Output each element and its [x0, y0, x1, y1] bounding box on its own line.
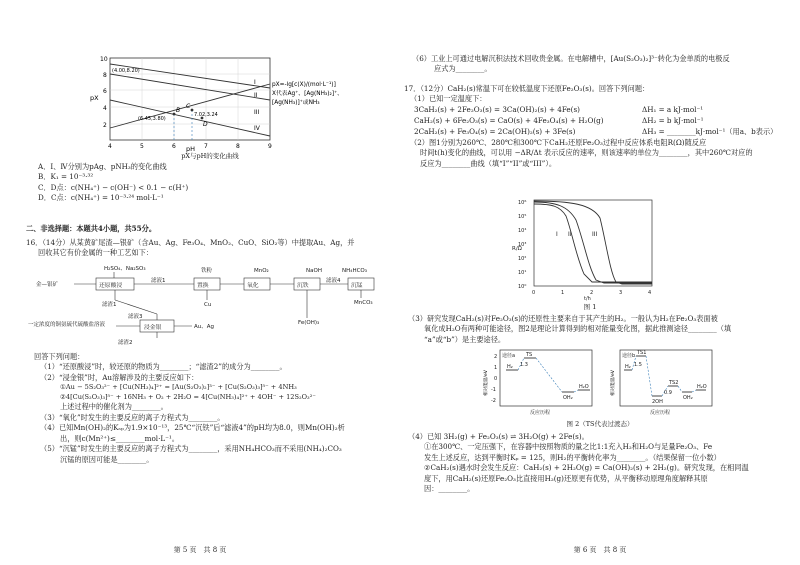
- fig2-y-tick: -1: [491, 387, 496, 393]
- fig2-a-ts: TS: [526, 352, 533, 358]
- label-d: D: [203, 121, 208, 128]
- q17-4-b-cont: 度下，用CaH₂(s)还原Fe₂O₃比直接用H₂(g)还原更有优势，从平衡移动原理角度解释其原: [424, 473, 708, 483]
- fig2-a-ylabel: 相对能量/eV: [484, 370, 489, 396]
- x-tick: 9: [268, 143, 272, 150]
- fig1-y-tick: 10⁵: [518, 214, 527, 220]
- flow-filtrate1: 滤液1: [151, 278, 166, 284]
- curve-label-1: I: [254, 79, 256, 86]
- fig1-label-3: III: [592, 231, 598, 238]
- q17-title: 17．（12分）CaH₂(s)常温下可在较低温度下还原Fe₂O₃(s)。回答下列问题：: [404, 84, 650, 93]
- y-tick: 6: [103, 88, 107, 95]
- flow-cu: Cu: [204, 302, 212, 308]
- q17-3-line: （3）研究发现CaH₂(s)对Fe₂O₃(s)的还原性主要来自于其产生的H₂。一般认为H₂在Fe₂O₃表面被: [408, 314, 718, 323]
- fig1-label-1: I: [556, 231, 558, 238]
- page-6: [400, 0, 800, 565]
- fig2-b-ts2: TS2: [669, 380, 679, 386]
- q17-4: [408, 432, 796, 495]
- q17-4-b-cont: 因：________。: [424, 484, 475, 494]
- eq2-row: [404, 116, 794, 127]
- y-tick: 10: [100, 56, 108, 63]
- eq3-row: [404, 127, 794, 138]
- eq1-dh: ΔH₁ = a kJ·mol⁻¹: [642, 104, 704, 114]
- fig2-b-title: 途径b: [622, 353, 636, 359]
- fig1-y-tick: 10²: [518, 256, 527, 262]
- option-c: C．D点：c(NH₄⁺) − c(OH⁻) < 0.1 − c(H⁺): [38, 182, 189, 192]
- fig2-b-ylabel: 相对能量/eV: [611, 370, 616, 396]
- fig2-a-h2: H₂: [507, 364, 513, 370]
- point-a-label: (4.00,8.20): [112, 68, 140, 74]
- page-footer: 第 6 页 共 8 页: [573, 545, 627, 554]
- eq3-dh: ΔH₃ = ________kJ·mol⁻¹（用a、b表示）: [642, 126, 778, 136]
- curve-2: [110, 74, 270, 100]
- flow-leach-reagent: 一定浓度的铜氨硫代硫酸盐溶液: [28, 322, 106, 328]
- fig1-y-tick: 10¹: [518, 270, 527, 276]
- point-b-label: (6.45,3.80): [138, 116, 166, 122]
- eq1: 3CaH₂(s) + 2Fe₂O₃(s) = 3Ca(OH)₂(s) + 4Fe(s): [414, 104, 580, 114]
- fig1-xlabel: t/h: [584, 296, 591, 302]
- fig2-b-val2: 0.9: [664, 390, 672, 396]
- q17-part1: [404, 84, 794, 169]
- q16-2-reaction-2: ②4[Cu(S₂O₃)₃]⁵⁻ + 16NH₃ + O₂ + 2H₂O = 4[Cu(NH₃)₄]²⁺ + 4OH⁻ + 12S₂O₃²⁻: [60, 392, 316, 401]
- curve-label-2: II: [254, 92, 258, 99]
- page-footer: 第 5 页 共 8 页: [173, 545, 227, 554]
- figure-2-energy-diagram: [478, 346, 718, 418]
- fig2-y-tick: 2: [494, 354, 498, 360]
- fig2-y-tick: 1: [494, 365, 498, 371]
- option-a: A．Ⅰ、Ⅳ分别为pAg、pNH₃的变化曲线: [38, 162, 167, 171]
- q16-2-reaction-1: ①Au − 5S₂O₃²⁻ + [Cu(NH₃)₄]²⁺ = [Au(S₂O₃)₂]³⁻ + [Cu(S₂O₃)₃]⁵⁻ + 4NH₃: [60, 383, 297, 392]
- choice-options: [38, 162, 378, 204]
- flow-au-ag: Au、Ag: [194, 324, 215, 330]
- flow-step-replace: 置换: [197, 283, 209, 289]
- fig2-b-h2o: H₂O: [697, 384, 707, 390]
- fig2-a-xlabel: 反应历程: [530, 410, 551, 416]
- figure-1-resistance-chart: [512, 196, 662, 300]
- fig1-curve-3: [534, 201, 652, 284]
- q17-1: （1）已知一定温度下：: [410, 94, 487, 104]
- fig1-label-2: II: [568, 231, 572, 238]
- flow-product: MnCO₃: [354, 300, 373, 306]
- q16-5: （5）“沉锰”时发生的主要反应的离子方程式为________，采用NH₄HCO₃而不采用(NH₄)₂CO₃: [40, 444, 342, 454]
- fig1-x-tick: 1: [561, 290, 565, 296]
- q17-4-a-cont: 发生上述反应，达到平衡时Kₚ = 125，则H₂的平衡转化率为________。（结果保留一位小数）: [424, 452, 721, 462]
- x-tick: 8: [236, 143, 240, 150]
- fig1-y-tick: 10⁰: [518, 284, 527, 290]
- q17-4-a: ①在300℃、一定压强下，在容器中按照物质的量之比1:1充入H₂和H₂O与足量Fe₂O₃、Fe: [424, 442, 713, 452]
- flow-step-leach-au: 浸金银: [144, 325, 162, 331]
- fig2-y-tick: -2: [491, 398, 496, 404]
- fig2-y-tick: 0: [494, 376, 498, 382]
- flow-step-precip-fe: 沉铁: [297, 283, 309, 289]
- eq2: CaH₂(s) + 6Fe₂O₃(s) = CaO(s) + 4Fe₃O₄(s) + H₂O(g): [414, 115, 604, 125]
- q16-subquestions: [34, 352, 394, 465]
- chart-ylabel: pX: [90, 94, 99, 102]
- fig1-x-tick: 3: [619, 290, 623, 296]
- fig2-b-oh2: OH₂: [683, 395, 693, 401]
- eq1-row: [404, 105, 794, 116]
- fig1-curve-1: [534, 204, 652, 282]
- flow-filtrate4: 滤液4: [326, 278, 341, 284]
- chart-xlabel: pH: [186, 145, 196, 153]
- q16-6-line: （6）工业上可通过电解沉积法技术回收贵金属。在电解槽中，[Au(S₂O₃)₂]³⁻转化为金单质的电极反: [412, 54, 730, 63]
- q16-3: （3）“氧化”时发生的主要反应的离子方程式为________。: [40, 412, 225, 422]
- q16-intro-line: 16．（14分）从某黄矿尾渣—银矿（含Au、Ag、Fe₃O₄、MnO₂、CuO、SiO₂等）中提取Au、Ag，并: [26, 238, 355, 247]
- q16-6-line: 应式为________。: [434, 64, 492, 74]
- fig1-y-tick: 10⁴: [518, 228, 527, 234]
- eq3: 2CaH₂(s) + Fe₃O₄(s) = 2Ca(OH)₂(s) + 3Fe(s): [414, 126, 576, 136]
- y-tick: 2: [103, 122, 107, 129]
- point-c-label: 7.02,3.24: [194, 112, 218, 118]
- fig1-x-tick: 0: [532, 290, 536, 296]
- x-tick: 4: [108, 143, 112, 150]
- q16-4-cont: 出，则c(Mn²⁺)≤________mol·L⁻¹。: [60, 433, 179, 443]
- legend-line-2: X代表Ag⁺、[Ag(NH₃)₂]⁺、: [272, 91, 343, 97]
- q16-1: （1）“还原酸浸”时，较还原的物质为________；“滤渣2”的成分为________。: [40, 362, 287, 372]
- q16-2: （2）“浸金银”时，Au溶解涉及的主要反应如下：: [40, 372, 199, 382]
- flow-reagent-top: H₂SO₄、Na₂SO₃: [104, 266, 146, 272]
- q17-2-cont: 反应为________曲线（填“I”“II”或“III”）。: [420, 158, 557, 168]
- curve-label-3: III: [254, 109, 260, 116]
- eq2-dh: ΔH₂ = b kJ·mol⁻¹: [642, 115, 704, 125]
- q16-intro: [26, 238, 396, 259]
- q17-4-line: （4）已知 3H₂(g) + Fe₂O₃(s) ⇌ 3H₂O(g) + 2Fe(s)。: [408, 432, 589, 441]
- fig2-b-val1: 1.5: [634, 362, 642, 368]
- fig2-b-xlabel: 反应历程: [650, 410, 671, 416]
- q17-3: [408, 314, 796, 345]
- q17-2: （2）图1分别为260℃、280℃和300℃下CaH₂还原Fe₂O₃过程中反应体系电阻R(Ω)随反应: [410, 137, 707, 147]
- fig1-x-tick: 4: [648, 290, 652, 296]
- label-c: C: [186, 103, 191, 110]
- option-d: D．C点：c(NH₄⁺) = 10⁻³·²⁴ mol·L⁻¹: [38, 193, 164, 203]
- fig2-a-title: 途径a: [502, 353, 516, 359]
- x-tick: 5: [140, 143, 144, 150]
- figure-2-caption: 图 2（TS代表过渡态）: [566, 420, 634, 428]
- point-c: [191, 109, 194, 112]
- flow-residue1: 滤渣1: [102, 302, 117, 308]
- process-flowchart: [28, 262, 386, 346]
- y-tick: 4: [103, 105, 107, 112]
- point-b: [173, 113, 176, 116]
- px-ph-chart: [88, 52, 388, 152]
- flow-residue2: 滤渣2: [118, 340, 133, 346]
- fig2-b-ts1: TS1: [637, 350, 647, 356]
- q16-6: [412, 54, 792, 75]
- q17-4-b: ②CaH₂(s)遇水时会发生反应：CaH₂(s) + 2H₂O(g) = Ca(OH)₂(s) + 2H₂(g)。研究发现，在相同温: [424, 463, 749, 473]
- flow-ore: 金—银矿: [36, 282, 59, 288]
- fig1-x-tick: 2: [590, 290, 594, 296]
- figure-1-caption: 图 1: [583, 303, 597, 311]
- flow-step-oxidize: 氧化: [247, 283, 259, 289]
- flow-iron-powder: 铁粉: [201, 268, 213, 274]
- chart-caption: pX与pH的变化曲线: [181, 152, 239, 160]
- q16-2-tail: 上述过程中的催化剂为________。: [60, 402, 168, 412]
- fig1-y-tick: 10⁶: [518, 200, 527, 206]
- q16-5-cont: 沉锰的原因可能是________。: [60, 454, 154, 464]
- flow-step-reduce-leach: 还原酸浸: [99, 283, 123, 289]
- flow-step-precip-mn: 沉锰: [351, 283, 363, 289]
- fig1-y-tick: 10³: [518, 242, 527, 248]
- x-tick: 7: [204, 143, 208, 150]
- fig2-a-val1: 1.3: [520, 362, 528, 368]
- option-b: B．K₁ = 10⁻³·³²: [38, 172, 94, 182]
- fig2-a-oh2: OH₂: [563, 395, 573, 401]
- flow-nh4hco3: NH₄HCO₃: [342, 268, 367, 274]
- flow-feoh3: Fe(OH)₃: [298, 320, 320, 326]
- q17-3-line: 氧化成H₂O有两种可能途径，图2是理论计算得到的相对能量变化图，据此推测途径________（填: [424, 324, 732, 334]
- section-heading: 二、非选择题：本题共4小题，共55分。: [26, 224, 157, 233]
- flow-mno2: MnO₂: [254, 268, 269, 274]
- legend-line-1: pX=-lg[c(X)/(mol·L⁻¹)]: [272, 82, 336, 88]
- x-tick: 6: [172, 143, 176, 150]
- fig1-curve-2: [534, 202, 652, 283]
- fig2-b-2oh: 2OH: [652, 399, 663, 405]
- q16-intro-line: 回收其它有价金属的一种工艺如下：: [38, 248, 154, 258]
- q17-2-cont: 时间t(h)变化的曲线，可以用 −ΔR/Δt 表示反应的速率，则该速率的单位为________，其中260℃对应的: [420, 148, 753, 158]
- legend-line-3: [Ag(NH₃)]⁺或NH₃: [272, 100, 320, 106]
- answer-intro: 回答下列问题：: [34, 352, 85, 361]
- fig2-b-h2: H₂: [625, 364, 631, 370]
- label-b: B: [176, 107, 181, 114]
- flow-filtrate3: 滤液3: [128, 314, 143, 320]
- curve-label-4: IV: [254, 125, 260, 132]
- fig2-a-h2o: H₂O: [579, 384, 589, 390]
- fig1-ylabel: R/Ω: [512, 246, 522, 252]
- flow-naoh: NaOH: [306, 268, 322, 274]
- y-tick: 8: [103, 72, 107, 79]
- q16-4: （4）已知Mn(OH)₂的Kₛₚ为1.9×10⁻¹³，25℃“沉铁”后“滤液4”的pH均为8.0，则Mn(OH)₂析: [40, 423, 345, 433]
- q17-3-line: “a”或“b”）是主要途径。: [424, 334, 506, 344]
